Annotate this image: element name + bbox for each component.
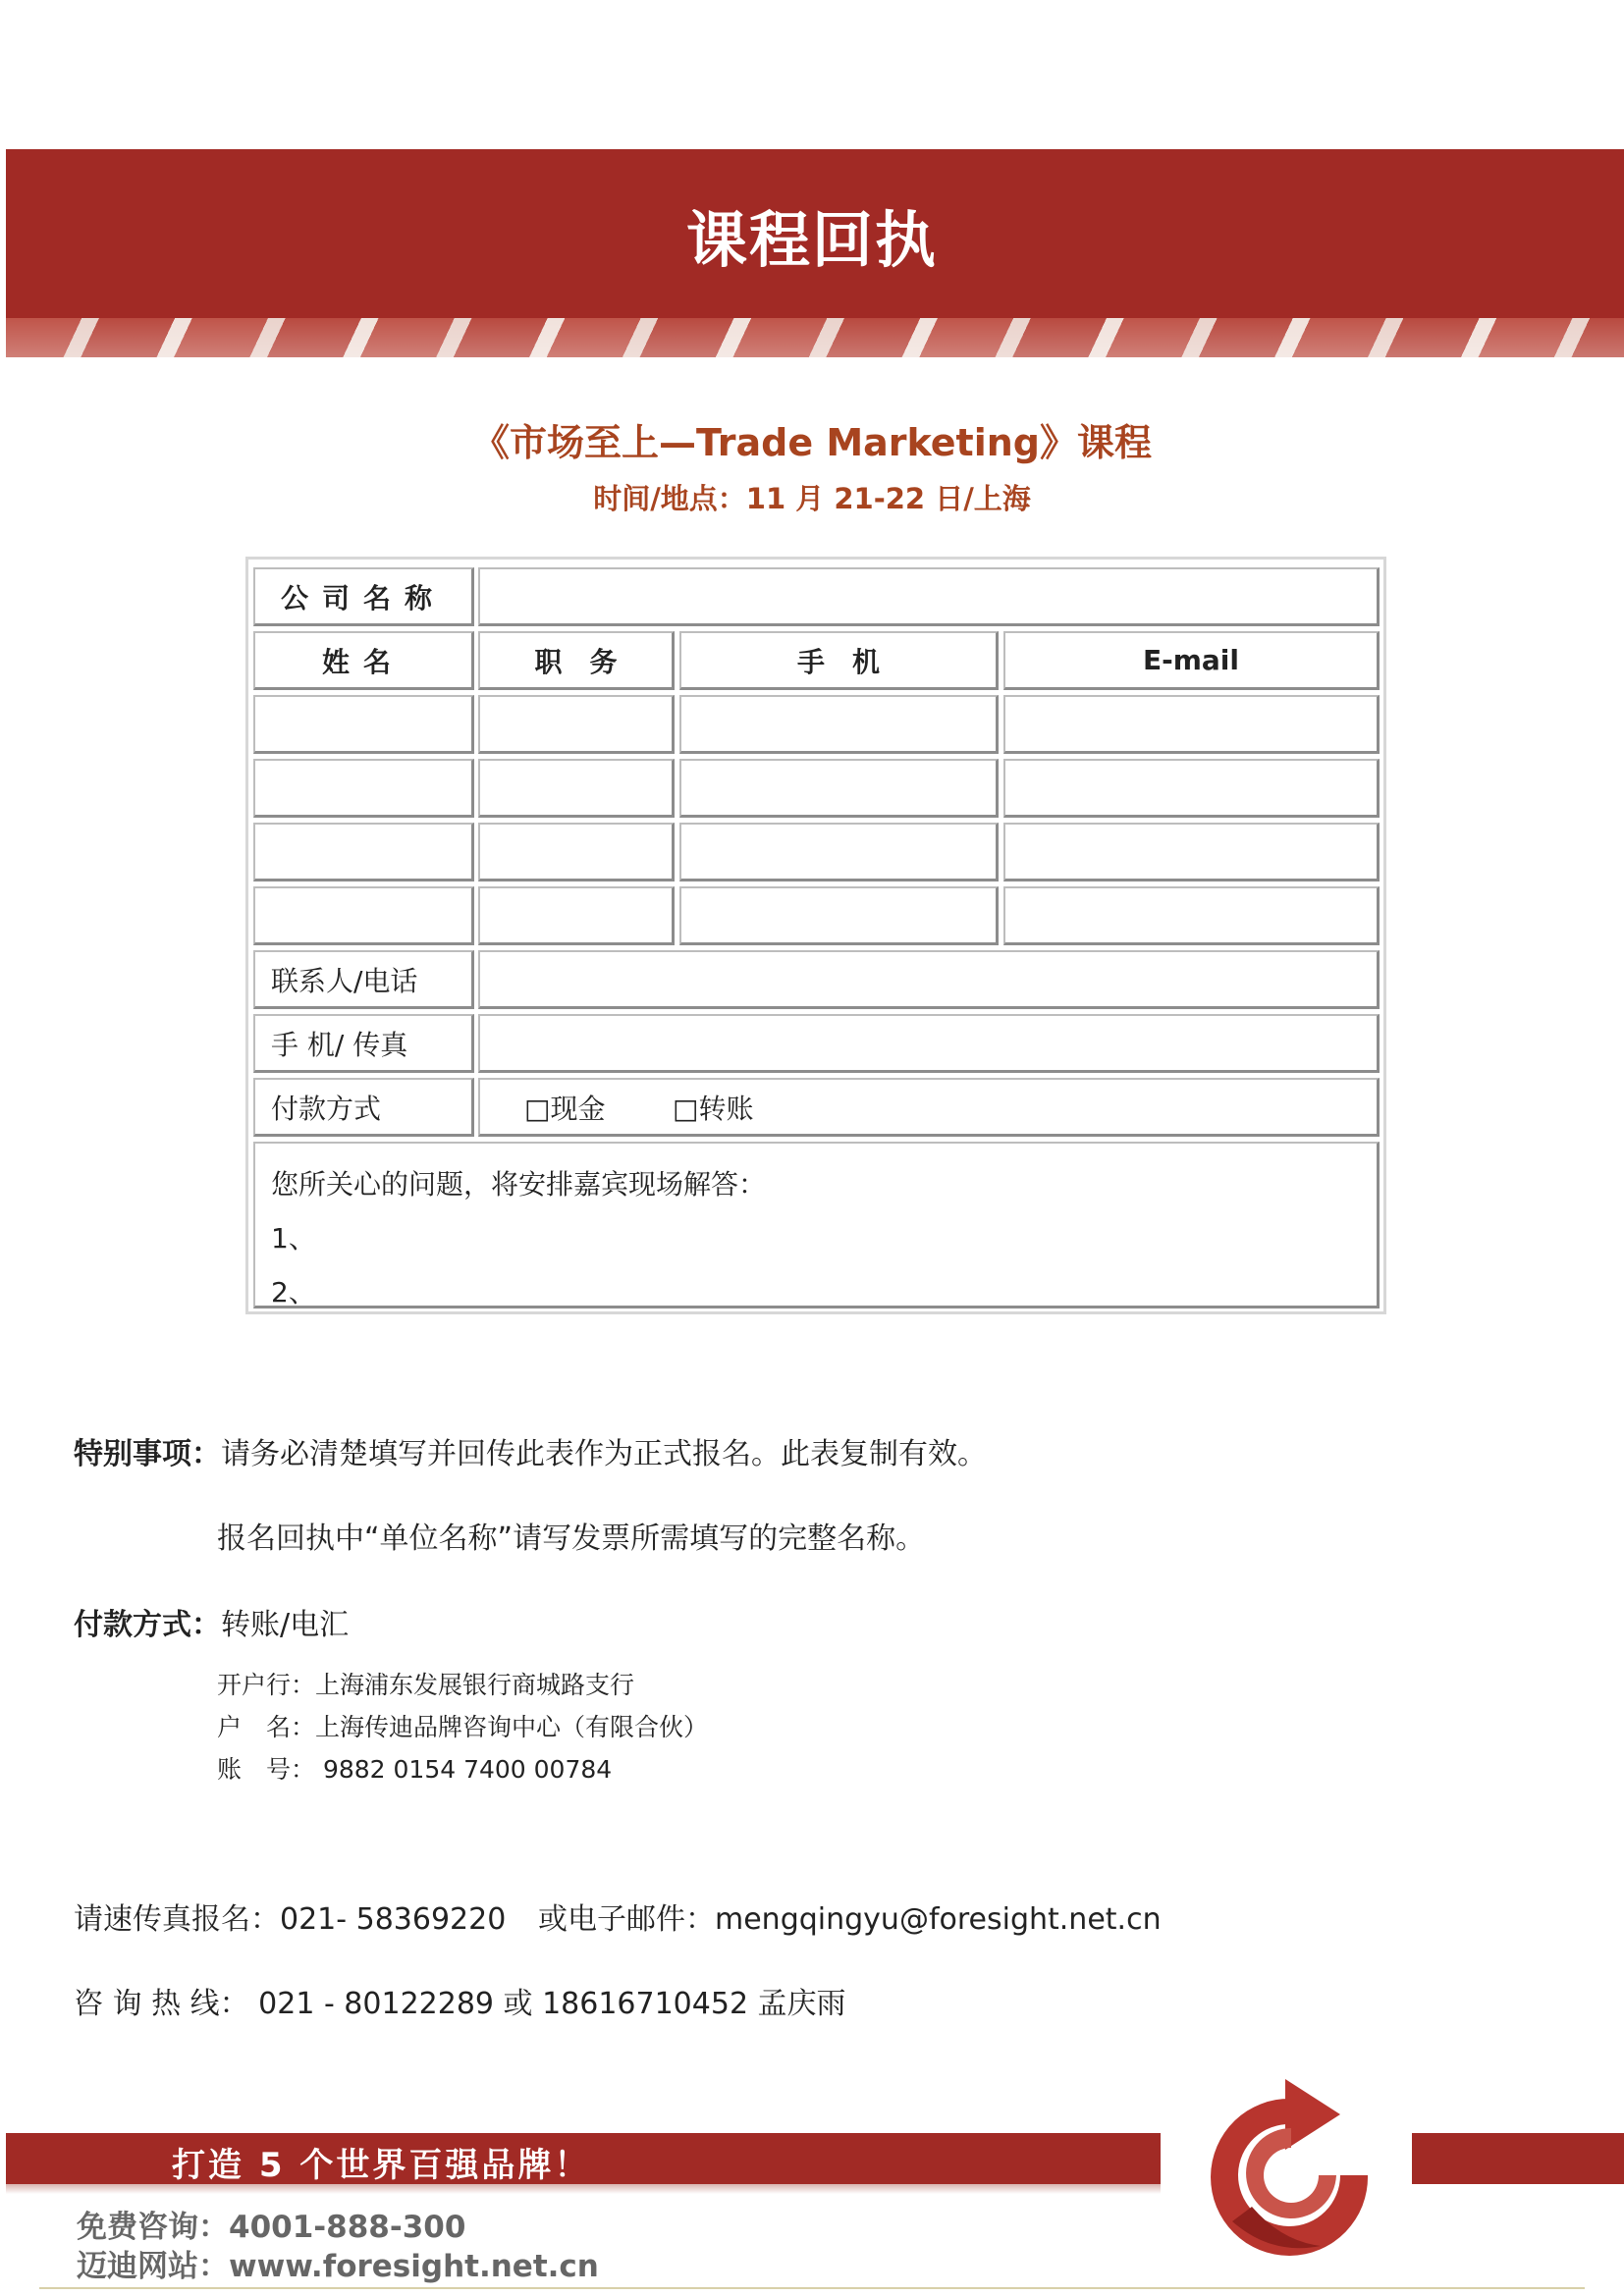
- payment-option-transfer[interactable]: □转账: [673, 1092, 754, 1125]
- attendee-name-input[interactable]: [253, 759, 474, 818]
- account-name: 户 名：上海传迪品牌咨询中心（有限合伙）: [217, 1713, 709, 1741]
- attendee-name-input[interactable]: [253, 823, 474, 881]
- contact-label: 联系人/电话: [253, 950, 474, 1009]
- column-header-email: E-mail: [1003, 631, 1380, 690]
- bank-name: 开户行：上海浦东发展银行商城路支行: [217, 1671, 635, 1699]
- payment-notes: [74, 1600, 349, 1643]
- attendee-position-input[interactable]: [478, 886, 675, 945]
- company-input[interactable]: [478, 567, 1380, 626]
- payment-method-options: [478, 1078, 1380, 1137]
- questions-prompt: 您所关心的问题，将安排嘉宾现场解答：: [271, 1168, 767, 1201]
- attendee-position-input[interactable]: [478, 695, 675, 754]
- attendee-mobile-input[interactable]: [679, 886, 999, 945]
- course-time-place: 时间/地点：11 月 21-22 日/上海: [593, 482, 1031, 515]
- attendee-name-input[interactable]: [253, 695, 474, 754]
- attendee-mobile-input[interactable]: [679, 823, 999, 881]
- question-line-2: 2、: [271, 1276, 316, 1308]
- mobile-fax-input[interactable]: [478, 1014, 1380, 1073]
- payment-notes-label: 付款方式：: [74, 1608, 221, 1642]
- attendee-mobile-input[interactable]: [679, 695, 999, 754]
- decorative-stripe-fade: [6, 318, 1624, 357]
- attendee-email-input[interactable]: [1003, 886, 1380, 945]
- footer-slogan: 打造 5 个世界百强品牌！: [172, 2146, 591, 2185]
- questions-box[interactable]: [253, 1142, 1380, 1308]
- special-notes-text-1: 请务必清楚填写并回传此表作为正式报名。此表复制有效。: [221, 1437, 987, 1471]
- contact-input[interactable]: [478, 950, 1380, 1009]
- hotline: 咨 询 热 线： 021 - 80122289 或 18616710452 孟庆雨: [74, 1987, 846, 2021]
- course-title: 《市场至上—Trade Marketing》课程: [472, 421, 1152, 464]
- attendee-name-input[interactable]: [253, 886, 474, 945]
- special-notes-label: 特别事项：: [74, 1437, 221, 1471]
- column-header-mobile: 手 机: [679, 631, 999, 690]
- footer-website[interactable]: 迈迪网站：www.foresight.net.cn: [77, 2249, 599, 2284]
- column-header-name: 姓名: [253, 631, 474, 690]
- payment-notes-text: 转账/电汇: [221, 1608, 350, 1642]
- fax-contact: 请速传真报名：021- 58369220: [74, 1902, 507, 1937]
- attendee-mobile-input[interactable]: [679, 759, 999, 818]
- circular-arrow-logo-icon: [1193, 2059, 1389, 2275]
- attendee-email-input[interactable]: [1003, 695, 1380, 754]
- column-header-position: 职 务: [478, 631, 675, 690]
- email-contact[interactable]: 或电子邮件：mengqingyu@foresight.net.cn: [538, 1902, 1162, 1937]
- payment-option-cash[interactable]: □现金: [524, 1092, 606, 1125]
- footer-bar-right: [1412, 2133, 1624, 2184]
- bottom-rule: [39, 2287, 1585, 2289]
- attendee-position-input[interactable]: [478, 759, 675, 818]
- page-title: 课程回执: [685, 204, 938, 276]
- account-number: 账 号： 9882 0154 7400 00784: [217, 1755, 613, 1784]
- attendee-email-input[interactable]: [1003, 759, 1380, 818]
- attendee-position-input[interactable]: [478, 823, 675, 881]
- mobile-fax-label: 手 机/ 传真: [253, 1014, 474, 1073]
- attendee-email-input[interactable]: [1003, 823, 1380, 881]
- special-notes-text-2: 报名回执中“单位名称”请写发票所需填写的完整名称。: [217, 1522, 926, 1556]
- special-notes: [74, 1429, 987, 1472]
- question-line-1: 1、: [271, 1222, 316, 1255]
- footer-consult: 免费咨询：4001-888-300: [77, 2210, 466, 2245]
- company-label: 公司名称: [253, 567, 474, 626]
- payment-method-label: 付款方式: [253, 1078, 474, 1137]
